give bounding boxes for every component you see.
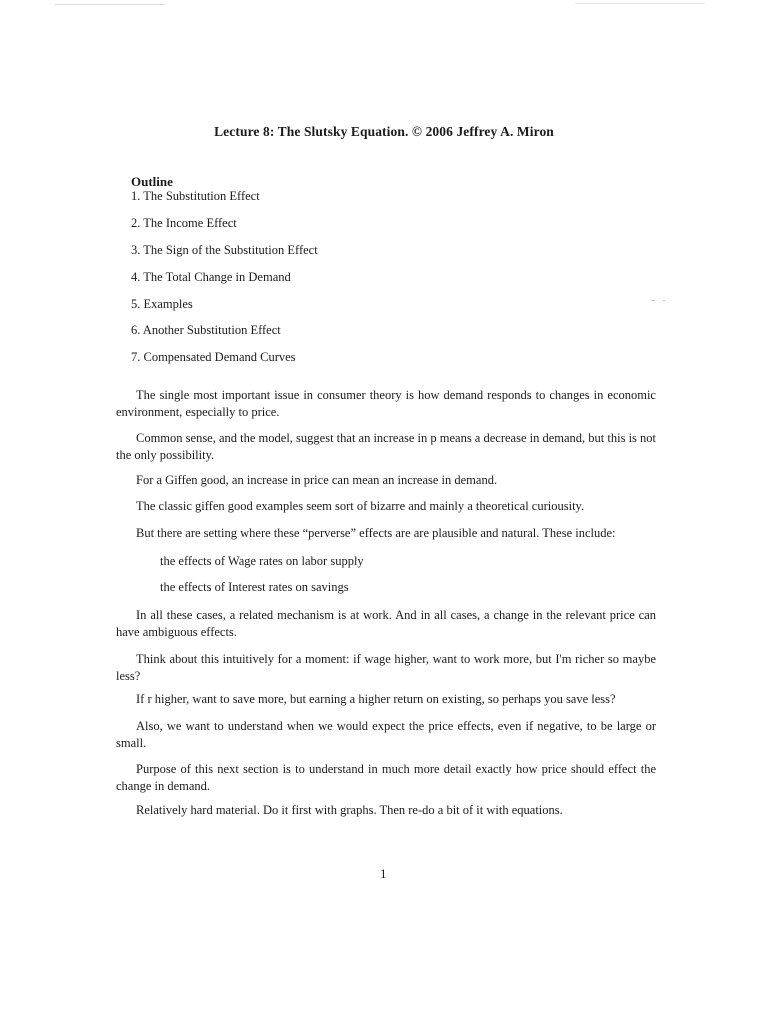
scan-speck [663, 300, 665, 301]
page-title: Lecture 8: The Slutsky Equation. © 2006 Jeffrey A. Miron [214, 124, 554, 139]
paragraph: If r higher, want to save more, but earning a higher return on existing, so perhaps you save less? [136, 692, 616, 706]
scan-speck [55, 4, 165, 5]
outline-item: 6. Another Substitution Effect [131, 323, 281, 337]
paragraph: For a Giffen good, an increase in price can mean an increase in demand. [136, 473, 498, 487]
paragraph: Relatively hard material. Do it first with graphs. Then re-do a bit of it with equations. [136, 803, 563, 817]
paragraph: Common sense, and the model, suggest that an increase in p means a decrease in demand, but this is not the only possibility. [116, 431, 657, 462]
outline-item: 4. The Total Change in Demand [131, 270, 291, 284]
outline-item: 2. The Income Effect [131, 216, 237, 230]
paragraph: But there are setting where these “perverse” effects are are plausible and natural. These include: [136, 526, 616, 540]
paragraph: Purpose of this next section is to understand in much more detail exactly how price should effect the change in demand. [116, 762, 656, 793]
outline-item: 1. The Substitution Effect [131, 189, 260, 203]
outline-item: 5. Examples [131, 297, 193, 311]
paragraph: The single most important issue in consumer theory is how demand responds to changes in economic environment, especially to price. [116, 388, 656, 419]
paragraph: In all these cases, a related mechanism is at work. And in all cases, a change in the relevant price can have ambiguous effects. [116, 608, 656, 639]
page-number: 1 [380, 866, 387, 881]
list-line: the effects of Interest rates on savings [160, 580, 349, 594]
outline-item: 3. The Sign of the Substitution Effect [131, 243, 318, 257]
outline-heading: Outline [131, 174, 173, 189]
paragraph: The classic giffen good examples seem sort of bizarre and mainly a theoretical curiousity. [136, 499, 585, 513]
paragraph: Think about this intuitively for a moment: if wage higher, want to work more, but I'm richer so maybe less? [116, 652, 656, 683]
list-line: the effects of Wage rates on labor supply [160, 554, 364, 568]
scan-speck [575, 3, 705, 4]
paragraph: Also, we want to understand when we would expect the price effects, even if negative, to be large or small. [116, 719, 656, 750]
scan-speck [652, 300, 655, 301]
outline-item: 7. Compensated Demand Curves [131, 350, 296, 364]
